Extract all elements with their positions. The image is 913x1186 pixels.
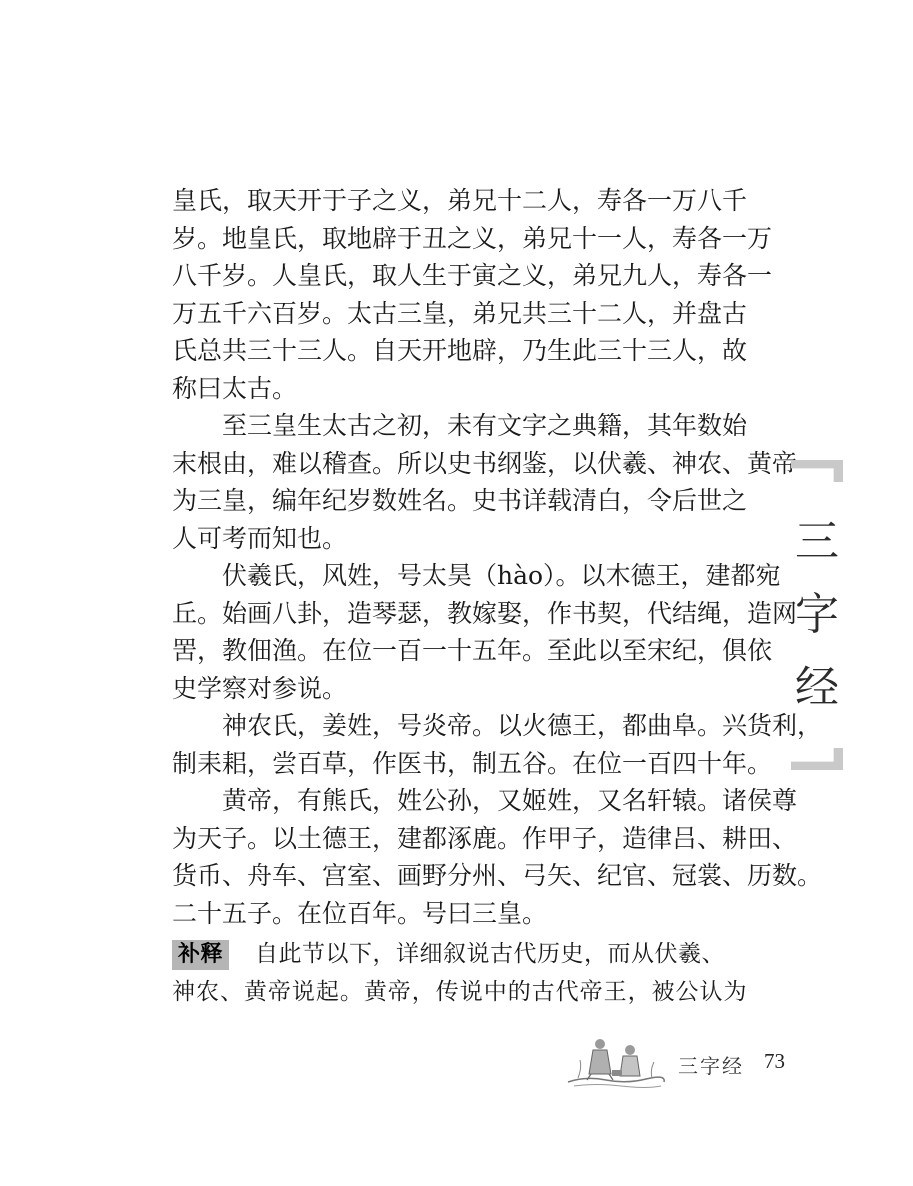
text-line: 罟，教佃渔。在位一百一十五年。至此以至宋纪，俱依 [172,636,773,665]
bracket-bottom-icon [791,748,843,770]
page-number: 73 [764,1049,785,1073]
chapter-side-tab [791,460,843,770]
text-line: 末根由，难以稽查。所以史书纲鉴，以伏羲、神农、黄帝 [172,448,798,478]
text-line: 人可考而知也。 [172,523,348,553]
bracket-top-icon [791,460,843,482]
tab-char: 三 [795,516,839,567]
text-line: 货币、舟车、宫室、画野分州、弓矢、纪官、冠裳、历数。 [172,861,823,890]
text-line: 神农氏，姜姓，号炎帝。以火德王，都曲阜。兴货利， [222,711,823,740]
supplement-line: 神农、黄帝说起。黄帝，传说中的古代帝王，被公认为 [172,978,747,1005]
supplement-section [172,936,747,1011]
text-line: 丘。始画八卦，造琴瑟，教嫁娶，作书契，代结绳，造网 [172,598,798,628]
text-line: 二十五子。在位百年。号曰三皇。 [172,898,548,928]
text-line: 为天子。以土德王，建都涿鹿。作甲子，造律吕、耕田、 [172,823,798,853]
text-line: 史学察对参说。 [172,673,348,703]
text-line: 称曰太古。 [172,373,298,403]
figures-illustration-icon [566,1030,666,1090]
page-footer [566,1030,806,1090]
tab-char: 经 [795,662,839,713]
main-text [172,182,823,932]
tab-char: 字 [795,589,839,640]
text-line: 伏羲氏，风姓，号太昊（hào）。以木德王，建都宛 [222,561,781,590]
text-line: 制耒耜，尝百草，作医书，制五谷。在位一百四十年。 [172,748,773,778]
supplement-label: 补释 [172,940,229,970]
footer-book-title: 三字经 [678,1054,744,1078]
text-line: 八千岁。人皇氏，取人生于寅之义，弟兄九人，寿各一 [172,261,773,290]
text-line: 万五千六百岁。太古三皇，弟兄共三十二人，并盘古 [172,298,748,328]
text-line: 为三皇，编年纪岁数姓名。史书详载清白，令后世之 [172,486,748,515]
text-line: 黄帝，有熊氏，姓公孙，又姬姓，又名轩辕。诸侯尊 [222,786,798,815]
supplement-line [172,936,747,974]
text-line: 至三皇生太古之初，未有文字之典籍，其年数始 [222,411,748,440]
text-line: 岁。地皇氏，取地辟于丑之义，弟兄十一人，寿各一万 [172,223,773,253]
supplement-text: 自此节以下，详细叙说古代历史，而从伏羲、 [255,941,726,967]
text-line: 皇氏，取天开于子之义，弟兄十二人，寿各一万八千 [172,186,748,215]
text-line: 氏总共三十三人。自天开地辟，乃生此三十三人，故 [172,336,748,365]
